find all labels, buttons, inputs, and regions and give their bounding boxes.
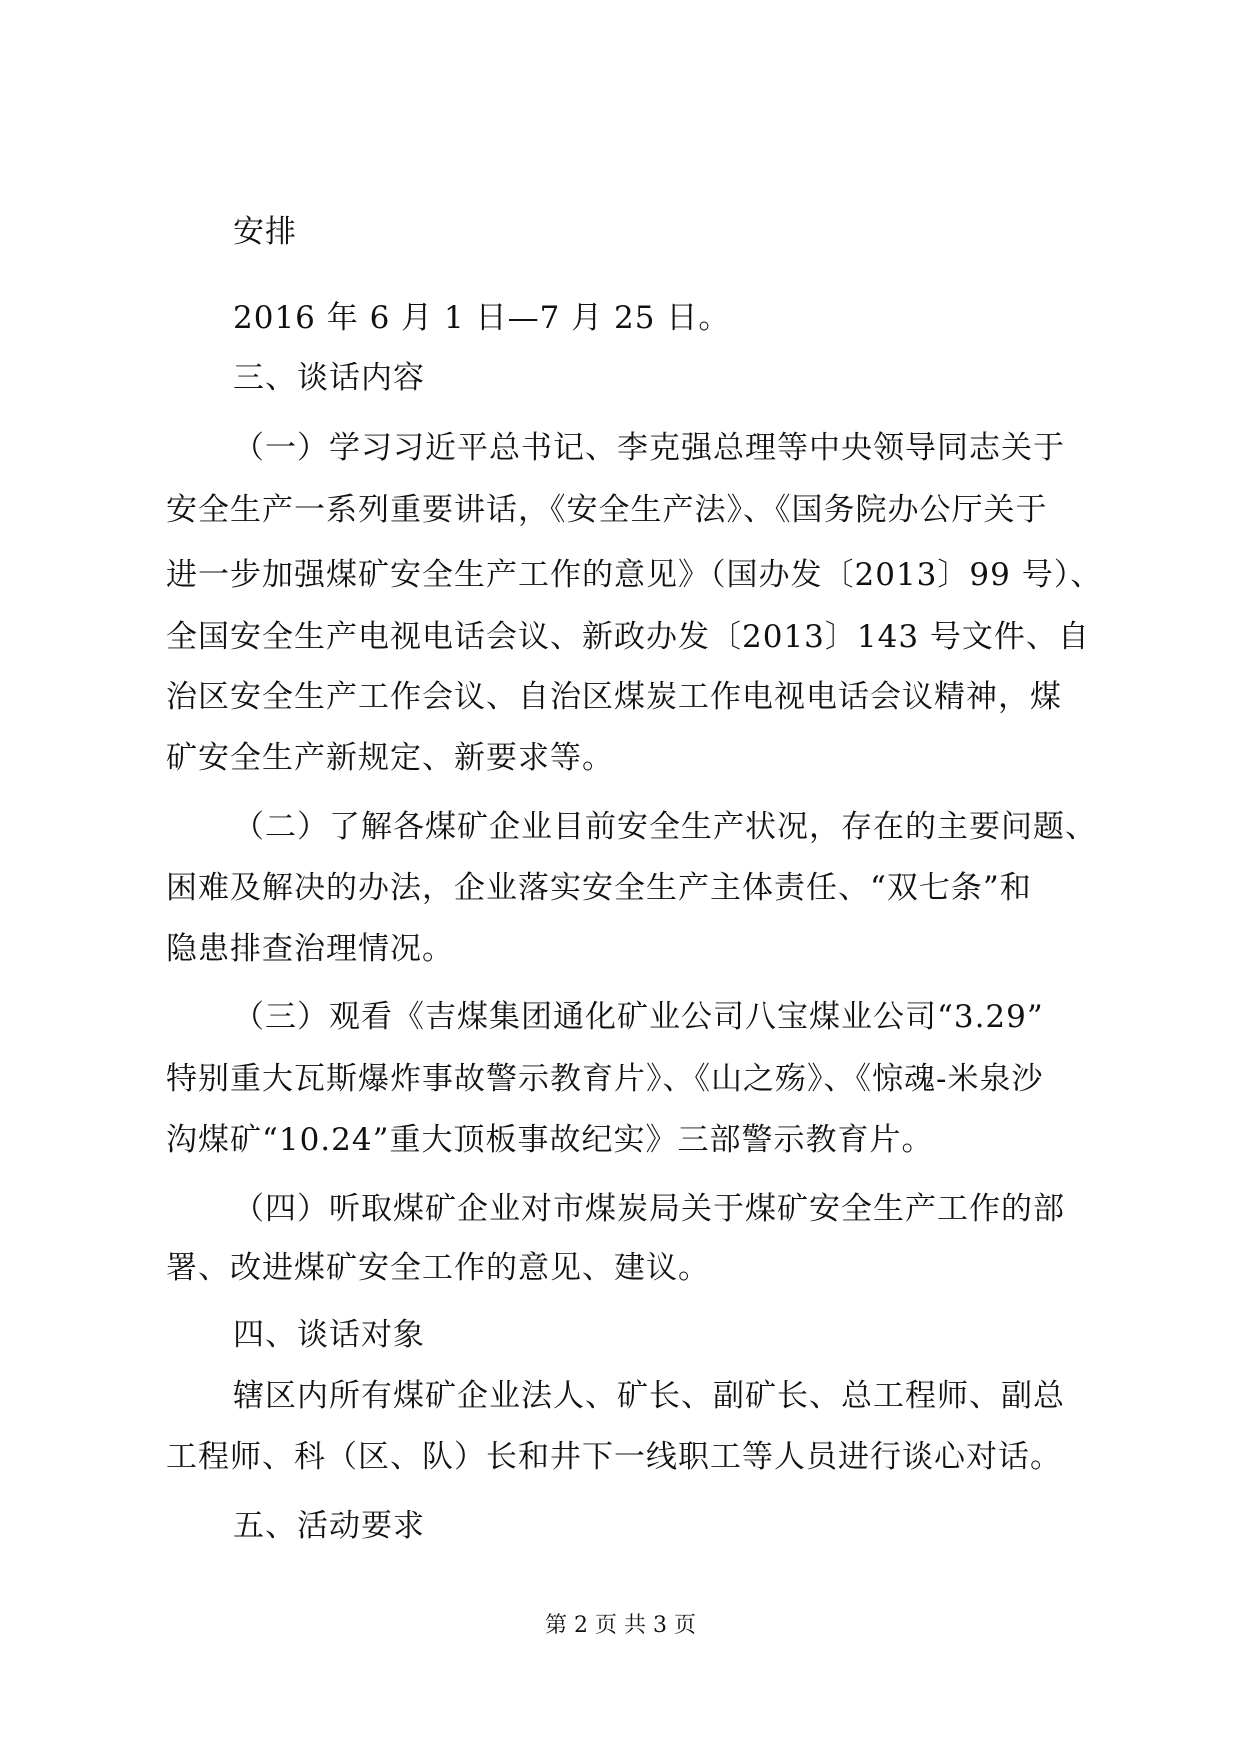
- text-line: 全国安全生产电视电话会议、新政办发〔2013〕143 号文件、自: [166, 619, 1090, 655]
- text-line: 安全生产一系列重要讲话，《安全生产法》、《国务院办公厅关于: [166, 492, 1048, 528]
- text-line: 特别重大瓦斯爆炸事故警示教育片》、《山之殇》、《惊魂-米泉沙: [166, 1061, 1044, 1097]
- text-line: 困难及解决的办法，企业落实安全生产主体责任、“双七条”和: [166, 870, 1032, 906]
- text-line: （四）听取煤矿企业对市煤炭局关于煤矿安全生产工作的部: [233, 1191, 1065, 1227]
- text-line: 治区安全生产工作会议、自治区煤炭工作电视电话会议精神，煤: [166, 679, 1062, 715]
- text-line: 2016 年 6 月 1 日—7 月 25 日。: [233, 300, 731, 336]
- text-line: （二）了解各煤矿企业目前安全生产状况，存在的主要问题、: [233, 809, 1097, 845]
- page-number-footer: 第 2 页 共 3 页: [545, 1613, 696, 1638]
- text-line: （一）学习习近平总书记、李克强总理等中央领导同志关于: [233, 430, 1065, 466]
- text-line: 矿安全生产新规定、新要求等。: [166, 740, 614, 776]
- text-line: （三）观看《吉煤集团通化矿业公司八宝煤业公司“3.29”: [233, 999, 1044, 1035]
- section-heading: 四、谈话对象: [233, 1317, 425, 1353]
- text-line: 署、改进煤矿安全工作的意见、建议。: [166, 1250, 710, 1286]
- text-line: 辖区内所有煤矿企业法人、矿长、副矿长、总工程师、副总: [233, 1378, 1065, 1414]
- text-line: 隐患排查治理情况。: [166, 931, 454, 967]
- section-heading: 五、活动要求: [233, 1508, 425, 1544]
- text-line: 进一步加强煤矿安全生产工作的意见》（国办发〔2013〕99 号）、: [166, 557, 1103, 593]
- text-line: 沟煤矿“10.24”重大顶板事故纪实》三部警示教育片。: [166, 1122, 934, 1158]
- text-line: 安排: [233, 214, 297, 250]
- section-heading: 三、谈话内容: [233, 360, 425, 396]
- text-line: 工程师、科（区、队）长和井下一线职工等人员进行谈心对话。: [166, 1439, 1062, 1475]
